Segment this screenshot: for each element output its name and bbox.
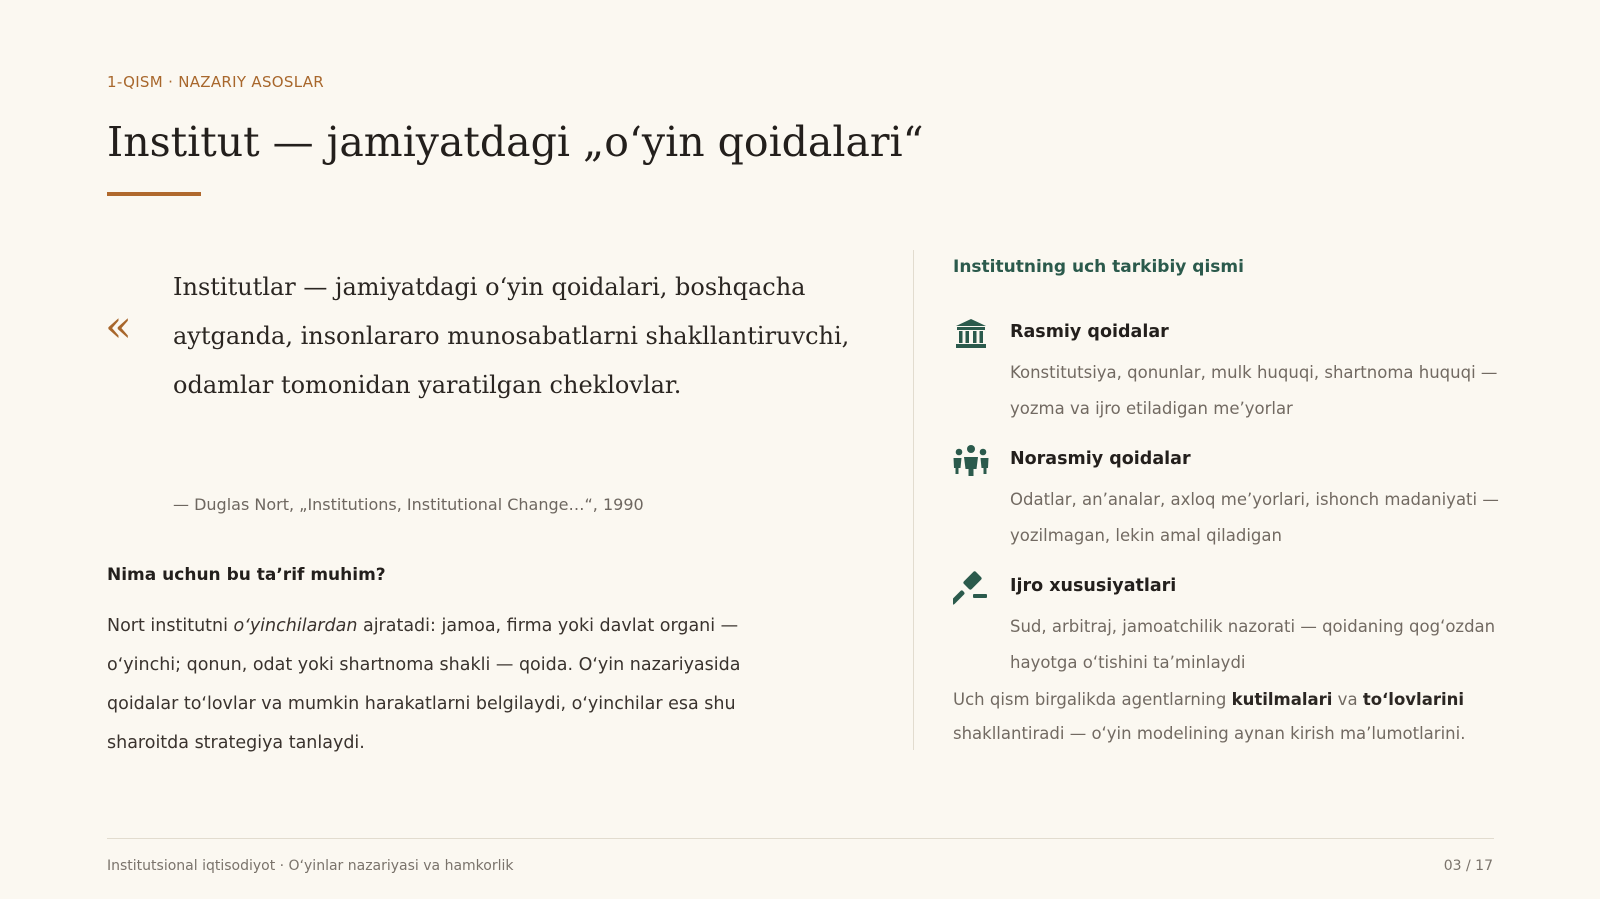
summary-bold: kutilmalari (1231, 690, 1333, 709)
definition-quote: Institutlar — jamiyatdagi oʻyin qoidalari, boshqacha aytganda, insonlararo munosabatlarni shakllantiruvchi, odamlar tomonidan yaratilgan cheklovlar. (173, 273, 850, 399)
footer-course-title: Institutsional iqtisodiyot · Oʻyinlar nazariyasi va hamkorlik (107, 858, 514, 874)
people-group-icon (953, 443, 989, 479)
section-eyebrow: 1-QISM · NAZARIY ASOSLAR (107, 73, 324, 91)
summary-text: va (1332, 690, 1363, 709)
component-description: Sud, arbitraj, jamoatchilik nazorati — qoidaning qogʻozdan hayotga oʻtishini taʼminlaydi (1010, 617, 1496, 672)
footer-divider (107, 838, 1494, 839)
why-paragraph (107, 607, 787, 763)
summary-bold: toʻlovlarini (1362, 690, 1465, 709)
institution-building-icon (953, 316, 989, 352)
why-text-emphasis: oʻyinchilardan (233, 616, 358, 636)
quote-citation: — Duglas Nort, „Institutions, Institutional Change…“, 1990 (173, 495, 644, 514)
component-name: Rasmiy qoidalar (1010, 322, 1169, 342)
why-text-start: Nort institutni (107, 616, 234, 636)
column-divider (913, 250, 914, 750)
gavel-icon (953, 570, 989, 606)
component-name: Ijro xususiyatlari (1010, 576, 1177, 596)
why-heading: Nima uchun bu taʼrif muhim? (107, 565, 386, 585)
components-summary (953, 683, 1513, 751)
title-underline (107, 192, 201, 196)
component-name: Norasmiy qoidalar (1010, 449, 1191, 469)
components-heading: Institutning uch tarkibiy qismi (953, 257, 1244, 277)
page-number: 03 / 17 (1443, 858, 1493, 874)
component-description: Konstitutsiya, qonunlar, mulk huquqi, shartnoma huquqi — yozma va ijro etiladigan meʼyorlar (1010, 363, 1498, 418)
summary-text: Uch qism birgalikda agentlarning (953, 690, 1232, 709)
page-title: Institut — jamiyatdagi „oʻyin qoidalari“ (107, 118, 924, 166)
quote-mark-icon: « (105, 301, 132, 352)
why-text-end: ajratadi: jamoa, firma yoki davlat organi — oʻyinchi; qonun, odat yoki shartnoma shakli — qoida. Oʻyin nazariyasida qoidalar toʻlovlar va mumkin harakatlarni belgilaydi, oʻyinchilar esa shu sharoitda strategiya tanlaydi. (107, 616, 741, 753)
summary-text: shakllantiradi — oʻyin modelining aynan kirish maʼlumotlarini. (953, 724, 1466, 743)
component-description: Odatlar, anʼanalar, axloq meʼyorlari, ishonch madaniyati — yozilmagan, lekin amal qiladigan (1010, 490, 1499, 545)
